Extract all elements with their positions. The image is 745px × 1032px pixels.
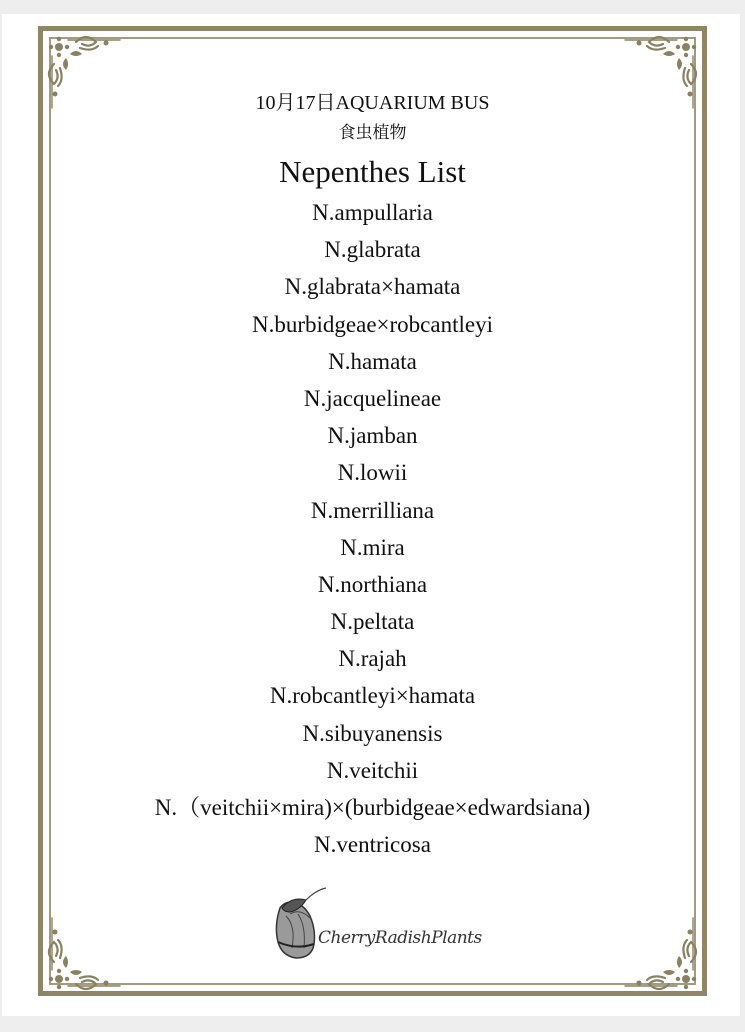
list-item: N.peltata bbox=[330, 609, 415, 635]
list-item: N.northiana bbox=[317, 571, 428, 597]
corner-ornament-icon bbox=[619, 912, 699, 992]
list-item: N.jacquelineae bbox=[303, 385, 442, 411]
brand-logo-text: CherryRadishPlants bbox=[318, 928, 482, 948]
category-subtitle: 食虫植物 bbox=[338, 123, 407, 143]
list-item: N.glabrata bbox=[324, 237, 421, 263]
list-item: N.ampullaria bbox=[312, 200, 433, 225]
list-item: N.lowii bbox=[337, 460, 408, 486]
list-item: N.rajah bbox=[338, 646, 407, 672]
list-item: N.robcantleyi×hamata bbox=[269, 683, 476, 709]
plant-list bbox=[60, 194, 685, 863]
event-date-line: 10月17日AQUARIUM BUS bbox=[255, 92, 490, 114]
list-item: N.mira bbox=[340, 534, 405, 560]
document-content bbox=[60, 88, 685, 863]
list-item: N.merrilliana bbox=[310, 497, 435, 523]
corner-ornament-icon bbox=[46, 912, 126, 992]
list-item: N.veitchii bbox=[326, 757, 419, 783]
list-item: N.sibuyanensis bbox=[302, 720, 443, 746]
pitcher-plant-icon bbox=[266, 886, 496, 966]
page-title: Nepenthes List bbox=[279, 154, 466, 189]
list-item: N.ventricosa bbox=[314, 832, 431, 858]
brand-logo bbox=[266, 886, 496, 966]
list-item: N.jamban bbox=[327, 423, 418, 449]
list-item: N.hamata bbox=[328, 348, 417, 374]
list-item: N.burbidgeae×robcantleyi bbox=[252, 311, 493, 337]
list-item: N.glabrata×hamata bbox=[284, 274, 461, 300]
list-item: N.（veitchii×mira)×(burbidgeae×edwardsiana) bbox=[154, 795, 591, 820]
